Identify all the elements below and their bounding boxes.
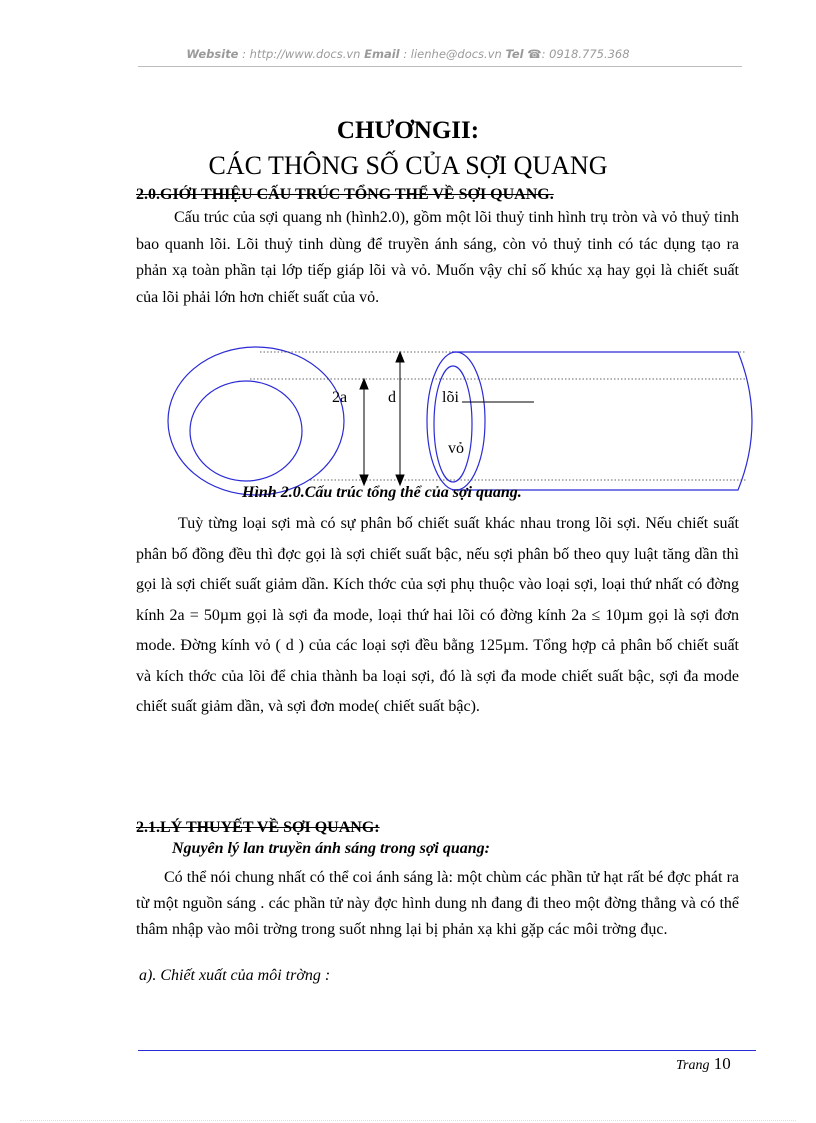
arrow-2a-top: [360, 379, 368, 389]
cylinder-body: [452, 352, 752, 490]
item-a-refractive-index: a). Chiết xuất của môi trờng :: [139, 967, 331, 984]
tel-value: : 0918.775.368: [541, 47, 630, 61]
email-link[interactable]: : lienhe@docs.vn: [403, 47, 502, 61]
paragraph-fiber-types: Tuỳ từng loại sợi mà có sự phân bố chiết suất khác nhau trong lõi sợi. Nếu chiết suất phân bố đồng đều thì đợc gọi là sợi chiết suất bậc, nếu sợi phân bố theo quy luật tăng dần thì gọi là sợi chiết suất giảm dần. Kích thớc của sợi phụ thuộc vào loại sợi, loại thứ nhất có đờng kính 2a = 50µm gọi là sợi đa mode, loại thứ hai lõi có đờng kính 2a ≤ 10µm gọi là sợi đơn mode. Đờng kính vỏ ( d ) của các loại sợi đều bằng 125µm. Tổng hợp cả phân bố chiết suất và kích thớc của lõi để chia thành ba loại sợi, đó là sợi đa mode chiết suất bậc, sợi đa mode chiết suất giảm dần, và sợi đơn mode( chiết suất bậc).: [136, 515, 739, 715]
page-label: Trang: [676, 1058, 710, 1073]
cylinder-outer-end: [427, 352, 485, 490]
website-link[interactable]: : http://www.docs.vn: [242, 47, 361, 61]
page-footer: [676, 1054, 731, 1074]
email-label: Email: [364, 47, 400, 61]
label-cladding: vỏ: [448, 440, 464, 457]
cladding-circle: [168, 347, 344, 495]
label-d: d: [388, 389, 396, 406]
phone-icon: ☎: [527, 47, 542, 61]
paragraph-structure: Cấu trúc của sợi quang nh (hình2.0), gồm một lõi thuỷ tinh hình trụ tròn và vỏ thuỷ tinh bao quanh lõi. Lõi thuỷ tinh dùng để truyền ánh sáng, còn vỏ thuỷ tinh có tác dụng tạo ra phản xạ toàn phần tại lớp tiếp giáp lõi và vỏ. Muốn vậy chỉ số khúc xạ hay gọi là chiết suất của lõi phải lớn hơn chiết suất của vỏ.: [136, 209, 739, 306]
footer-rule: [138, 1050, 756, 1051]
section-heading-2-1: 2.1.LÝ THUYẾT VỀ SỢI QUANG:: [136, 819, 380, 836]
arrow-d-top: [396, 352, 404, 362]
figure-caption: Hình 2.0.Cấu trúc tổng thể của sợi quang.: [242, 484, 522, 501]
subheading-propagation: Nguyên lý lan truyền ánh sáng trong sợi quang:: [172, 840, 490, 857]
chapter-title: CÁC THÔNG SỐ CỦA SỢI QUANG: [208, 151, 608, 180]
label-2a: 2a: [332, 389, 348, 406]
chapter-number: CHƯƠNGII:: [336, 117, 480, 144]
tel-label: Tel: [505, 47, 524, 61]
fiber-structure-figure: [160, 345, 780, 500]
section-heading-2-0: 2.0.GIỚI THIỆU CẤU TRÚC TỔNG THỂ VỀ SỢI QUANG.: [136, 186, 554, 203]
paragraph-light-theory: Có thể nói chung nhất có thể coi ánh sáng là: một chùm các phần tử hạt rất bé đợc phát ra từ một nguồn sáng . các phần tử này đợc hình dung nh đang đi theo một đờng thẳng và có thể thâm nhập vào môi trờng trong suốt nhng lại bị phản xạ khi gặp các môi trờng đục.: [136, 869, 739, 938]
core-circle: [190, 381, 302, 481]
website-label: Website: [186, 47, 239, 61]
cylinder-core-end: [434, 366, 472, 482]
page-bottom-border: [20, 1120, 796, 1121]
header-rule: [138, 66, 742, 67]
page-number: 10: [713, 1054, 731, 1073]
page-header: [0, 47, 816, 61]
label-core: lõi: [442, 389, 459, 406]
